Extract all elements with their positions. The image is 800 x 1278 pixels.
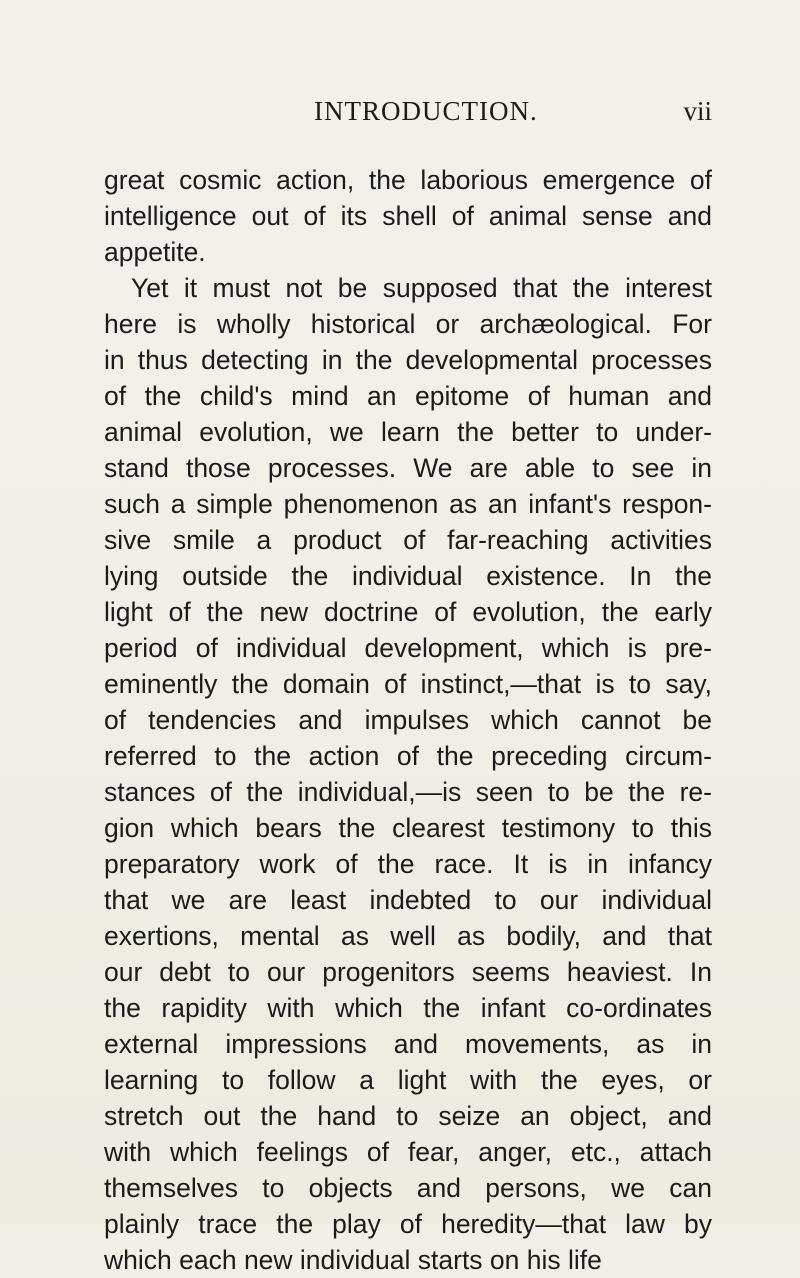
text-line: animal evolution, we learn the better to under-	[104, 417, 712, 447]
text-line: referred to the action of the preceding circum-	[104, 741, 712, 771]
text-line: such a simple phenomenon as an infant's respon-	[104, 489, 712, 519]
text-line: of the child's mind an epitome of human and	[104, 381, 712, 411]
text-line: stand those processes. We are able to see in	[104, 453, 712, 483]
text-line: preparatory work of the race. It is in infancy	[104, 849, 712, 879]
text-line: themselves to objects and persons, we can	[104, 1173, 712, 1203]
text-line: gion which bears the clearest testimony to this	[104, 813, 712, 843]
text-line: here is wholly historical or archæological. For	[104, 309, 712, 339]
chapter-title: INTRODUCTION.	[314, 96, 538, 126]
text-line: that we are least indebted to our individual	[104, 885, 712, 915]
text-line: great cosmic action, the laborious emergence of	[104, 165, 712, 195]
text-line: appetite.	[104, 237, 206, 267]
text-line: sive smile a product of far-reaching activities	[104, 525, 712, 555]
body-text	[104, 162, 712, 1278]
text-line: lying outside the individual existence. In the	[104, 561, 712, 591]
text-line: our debt to our progenitors seems heaviest. In	[104, 957, 712, 987]
text-line: Yet it must not be supposed that the interest	[131, 273, 712, 303]
running-head	[104, 96, 712, 132]
text-line: stances of the individual,—is seen to be the re-	[104, 777, 712, 807]
text-line: the rapidity with which the infant co-ordinates	[104, 993, 712, 1023]
text-line: light of the new doctrine of evolution, the early	[104, 597, 712, 627]
text-line: intelligence out of its shell of animal sense and	[104, 201, 712, 231]
text-line: which each new individual starts on his life	[104, 1245, 602, 1275]
text-line: exertions, mental as well as bodily, and that	[104, 921, 712, 951]
text-line: period of individual development, which is pre-	[104, 633, 712, 663]
text-line: external impressions and movements, as in	[104, 1029, 712, 1059]
page-number: vii	[683, 96, 712, 126]
text-line: plainly trace the play of heredity—that law by	[104, 1209, 712, 1239]
text-line: with which feelings of fear, anger, etc., attach	[104, 1137, 712, 1167]
text-line: in thus detecting in the developmental processes	[104, 345, 712, 375]
text-line: learning to follow a light with the eyes, or	[104, 1065, 712, 1095]
text-line: eminently the domain of instinct,—that is to say,	[104, 669, 712, 699]
text-line: stretch out the hand to seize an object, and	[104, 1101, 712, 1131]
text-line: of tendencies and impulses which cannot be	[104, 705, 712, 735]
